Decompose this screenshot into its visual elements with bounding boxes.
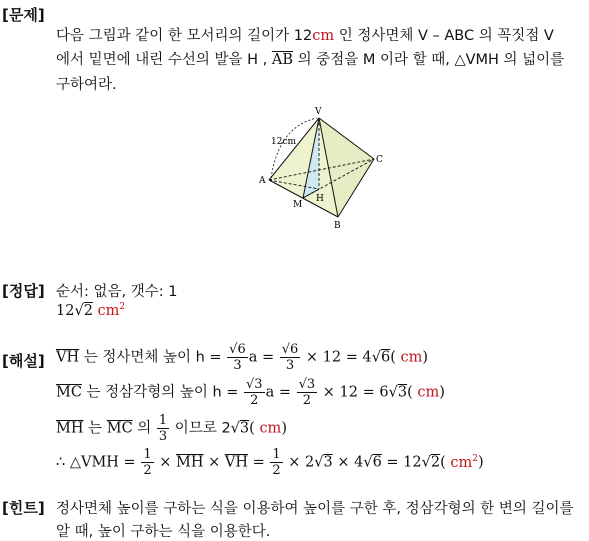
fraction-num: 1 (158, 413, 168, 428)
unit-cm: cm (450, 454, 473, 471)
vertex-v-label: V (315, 107, 322, 117)
segment-mc: $\overline{MC}$ (56, 384, 82, 401)
segment-vh: $\overline{VH}$ (224, 454, 248, 471)
unit-cm: cm (417, 384, 440, 401)
answer-line-2: 12√2 $cm^2$ (56, 302, 126, 319)
unit-cm: cm (97, 302, 120, 319)
fraction (227, 342, 248, 373)
unit-cm: cm (312, 28, 335, 44)
problem-text: 에서 밑면에 내린 수선의 발을 H , (56, 52, 272, 68)
vertex-c-label: C (376, 155, 383, 165)
fraction-den: 3 (233, 358, 242, 373)
solution-text: × 12 = 6 (318, 384, 389, 401)
problem-tag: [문제] (2, 6, 45, 24)
fraction-den: 3 (158, 429, 168, 444)
fraction-num: √6 (229, 342, 246, 357)
solution-row-1: $\overline{VH}$ 는 정사면체 높이 h = $\frac{√6}{3}$ a = $\frac{√6}{3}$ × 12 = 4√6( cm) (56, 342, 429, 373)
tetrahedron-figure (255, 104, 395, 230)
solution-text: = 12 (381, 454, 422, 471)
solution-row-2: $\overline{MC}$ 는 정삼각형의 높이 h = $\frac{√3}{2}$ a = $\frac{√3}{2}$ × 12 = 6√3( cm) (56, 377, 445, 408)
unit-cm: cm (400, 349, 423, 366)
segment-ab: $\overline{AB}$ (271, 52, 293, 68)
problem-text: 의 중점을 M 이라 할 때, △VMH 의 넓이를 (293, 52, 565, 68)
fraction (280, 342, 301, 373)
fraction-den: 2 (272, 463, 281, 478)
fraction (244, 377, 265, 408)
unit-exponent: 2 (472, 453, 478, 464)
segment-mh: $\overline{MH}$ (56, 420, 84, 437)
problem-text: 인 정사면체 V – ABC 의 꼭짓점 V (334, 28, 554, 44)
fraction-num: 1 (272, 447, 281, 462)
solution-text: 는 정삼각형의 높이 h = (81, 384, 244, 401)
solution-text: 는 (83, 420, 107, 437)
solution-text: a = (265, 384, 296, 401)
problem-line-3: 구하여라. (56, 77, 117, 93)
edge-length-label: 12cm (271, 137, 297, 147)
vertex-b-label: B (334, 221, 341, 230)
unit-cm: cm (259, 420, 282, 437)
solution-row-3: $\overline{MH}$ 는 $\overline{MC}$ 의 $\frac{1}{3}$ 이므로 2√3( cm) (56, 413, 287, 444)
solution-text: = (247, 454, 270, 471)
problem-line-2 (56, 48, 564, 69)
segment-vh: $\overline{VH}$ (56, 349, 80, 366)
solution-row-4: ∴ △VMH = $\frac{1}{2}$ × $\overline{MH} \times \overline{VH}$ = $\frac{1}{2}$ × 2√3 × 4√6 = 12√2( $cm^2$) (56, 447, 484, 478)
radicand: 2 (430, 454, 441, 471)
radicand: 3 (397, 384, 408, 401)
solution-text: × 12 = 4 (301, 349, 372, 366)
solution-text: × (203, 454, 225, 471)
unit-exponent: 2 (119, 302, 126, 312)
solution-tag: [해설] (2, 352, 45, 370)
fraction-den: 2 (250, 393, 259, 408)
answer-coefficient: 12 (56, 302, 75, 319)
answer-line-1: 순서: 없음, 갯수: 1 (56, 284, 178, 300)
fraction (297, 377, 318, 408)
fraction-num: √6 (281, 342, 299, 357)
radicand: 6 (380, 349, 391, 366)
solution-text: × 2 (283, 454, 315, 471)
fraction (157, 413, 169, 444)
fraction-den: 2 (143, 463, 152, 478)
point-h-label: H (316, 194, 324, 204)
radicand: 6 (372, 454, 382, 471)
fraction (270, 447, 282, 478)
fraction-num: √3 (298, 377, 316, 392)
hint-tag: [힌트] (2, 499, 45, 517)
fraction-num: 1 (143, 447, 152, 462)
segment-mh: $\overline{MH}$ (175, 454, 204, 471)
radicand: 3 (239, 420, 250, 437)
solution-text: a = (248, 349, 279, 366)
point-m-label: M (293, 200, 303, 210)
fraction-den: 3 (285, 358, 295, 373)
solution-text: ∴ △VMH = (56, 454, 141, 471)
solution-text: × 4 (332, 454, 364, 471)
fraction (141, 447, 153, 478)
answer-radicand: 2 (83, 302, 93, 319)
solution-text: 이므로 2 (170, 420, 231, 437)
solution-text: 는 정사면체 높이 h = (79, 349, 227, 366)
problem-line-1 (56, 24, 554, 45)
solution-text: 의 (132, 420, 156, 437)
hint-line-1: 정사면체 높이를 구하는 식을 이용하여 높이를 구한 후, 정삼각형의 한 변의 길이를 (56, 501, 574, 517)
solution-text: × (154, 454, 176, 471)
hint-line-2: 알 때, 높이 구하는 식을 이용한다. (56, 524, 271, 540)
problem-text: 다음 그림과 같이 한 모서리의 길이가 12 (56, 28, 313, 44)
vertex-a-label: A (259, 176, 266, 186)
radicand: 3 (323, 454, 333, 471)
answer-tag: [정답] (2, 282, 45, 300)
segment-mc: $\overline{MC}$ (106, 420, 133, 437)
fraction-num: √3 (246, 377, 263, 392)
fraction-den: 2 (302, 393, 312, 408)
